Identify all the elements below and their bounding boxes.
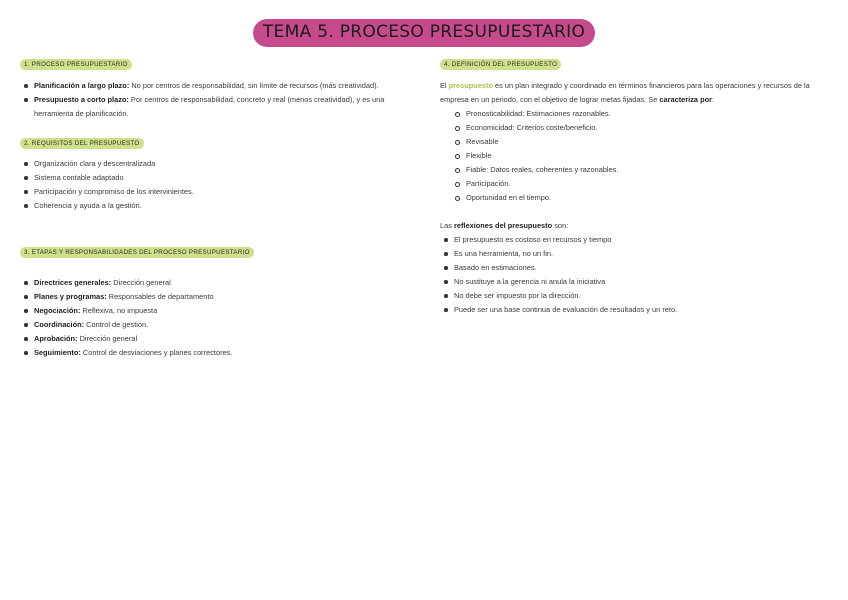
reflexiones-paragraph xyxy=(440,219,825,233)
list-item: Pronosticabilidad: Estimaciones razonables. xyxy=(440,107,825,121)
left-column xyxy=(20,57,405,360)
bold-term: reflexiones del presupuesto xyxy=(453,221,553,230)
list-item: Sistema contable adaptado xyxy=(20,171,405,185)
list-item xyxy=(20,290,405,304)
item-text: No por centros de responsabilidad, sin límite de recursos (más creatividad). xyxy=(129,81,379,90)
list-item xyxy=(20,79,405,93)
list-item: Oportunidad en el tiempo. xyxy=(440,191,825,205)
title-wrapper xyxy=(0,19,848,47)
list-item xyxy=(20,304,405,318)
section-proceso xyxy=(20,57,405,121)
item-text: Dirección general xyxy=(111,278,171,287)
list-item: El presupuesto es costoso en recursos y tiempo xyxy=(440,233,825,247)
section-heading: 4. DEFINICIÓN DEL PRESUPUESTO xyxy=(440,59,561,70)
item-text: Por centros de responsabilidad, concreto y real (menos creatividad), y es una herramienta de planificación. xyxy=(34,95,385,118)
item-text: Control de desviaciones y planes correctores. xyxy=(80,348,233,357)
list-item: Flexible xyxy=(440,149,825,163)
list-item: Fiable: Datos reales, coherentes y razonables. xyxy=(440,163,825,177)
item-term: Directrices generales: xyxy=(34,278,112,287)
list-item xyxy=(20,346,405,360)
item-term: Aprobación: xyxy=(34,334,78,343)
list-caracteristicas xyxy=(440,107,825,205)
highlight-term: presupuesto xyxy=(448,81,493,90)
list-requisitos xyxy=(20,157,405,213)
item-term: Planificación a largo plazo: xyxy=(34,81,130,90)
section-heading: 2. REQUISITOS DEL PRESUPUESTO xyxy=(20,138,144,149)
intro-text: El xyxy=(440,81,449,90)
bold-term: caracteriza por xyxy=(659,95,712,104)
list-item: Puede ser una base continua de evaluación de resultados y un reto. xyxy=(440,303,825,317)
item-term: Planes y programas: xyxy=(34,292,107,301)
section-definicion xyxy=(440,57,825,317)
list-item: Es una herramienta, no un fin. xyxy=(440,247,825,261)
list-item xyxy=(20,318,405,332)
list-item: Organización clara y descentralizada xyxy=(20,157,405,171)
item-text: Responsables de departamento xyxy=(106,292,214,301)
list-proceso xyxy=(20,79,405,121)
section-heading: 1. PROCESO PRESUPUESTARIO xyxy=(20,59,132,70)
list-item: Basado en estimaciones. xyxy=(440,261,825,275)
list-item xyxy=(20,332,405,346)
item-text: Control de gestión. xyxy=(84,320,149,329)
list-item: Economicidad: Criterios coste/beneficio. xyxy=(440,121,825,135)
list-etapas xyxy=(20,276,405,360)
section-heading: 3. ETAPAS Y RESPONSABILIDADES DEL PROCESO PRESUPUESTARIO xyxy=(20,247,254,258)
intro-text: es un plan integrado y coordinado en términos financieros para las operaciones y recursos de la empresa en un periodo, con el objetivo de lograr metas fijadas. Se xyxy=(440,81,810,104)
list-item xyxy=(20,276,405,290)
section-requisitos xyxy=(20,136,405,213)
page-title: TEMA 5. PROCESO PRESUPUESTARIO xyxy=(253,19,595,47)
intro-text: Las xyxy=(440,221,454,230)
item-term: Negociación: xyxy=(34,306,81,315)
list-item xyxy=(20,93,405,121)
list-item: Revisable xyxy=(440,135,825,149)
item-term: Presupuesto a corto plazo: xyxy=(34,95,129,104)
list-item: No sustituye a la gerencia ni anula la iniciativa xyxy=(440,275,825,289)
item-term: Coordinación: xyxy=(34,320,85,329)
item-text: Reflexiva, no impuesta xyxy=(80,306,158,315)
definition-paragraph xyxy=(440,79,825,107)
list-item: No debe ser impuesto por la dirección. xyxy=(440,289,825,303)
section-etapas xyxy=(20,245,405,360)
list-item: Coherencia y ayuda a la gestión. xyxy=(20,199,405,213)
list-reflexiones xyxy=(440,233,825,317)
item-text: Dirección general xyxy=(77,334,138,343)
intro-text: son: xyxy=(552,221,569,230)
item-term: Seguimiento: xyxy=(34,348,81,357)
intro-text: : xyxy=(711,95,715,104)
list-item: Participación. xyxy=(440,177,825,191)
right-column xyxy=(440,57,825,317)
list-item: Participación y compromiso de los intervinientes. xyxy=(20,185,405,199)
